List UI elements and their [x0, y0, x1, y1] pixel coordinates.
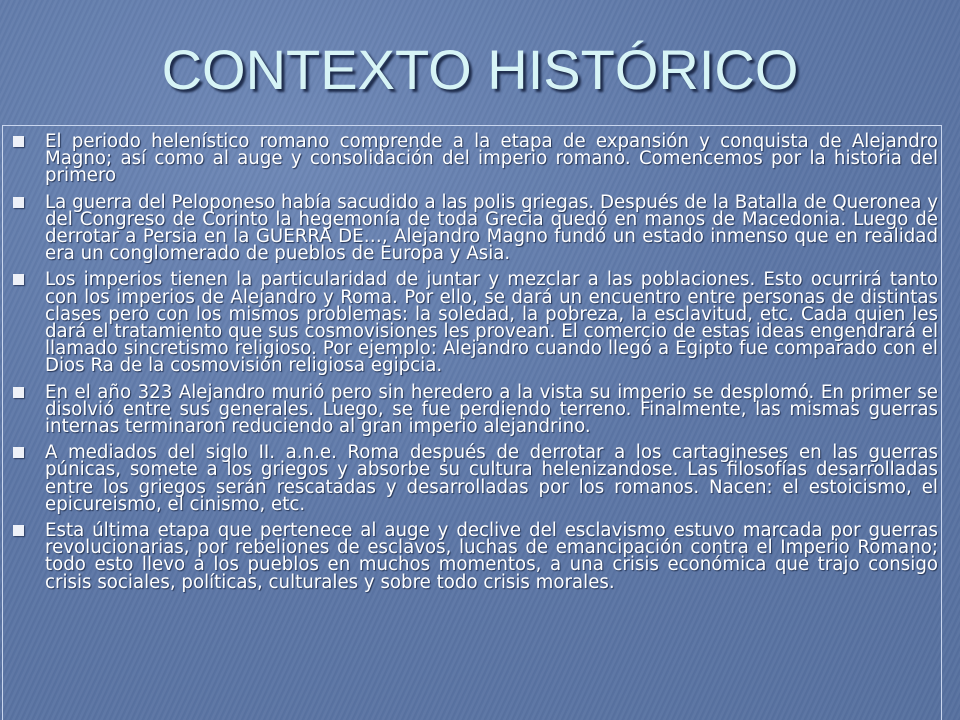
bullet-text: Esta última etapa que pertenece al auge y declive del esclavismo estuvo marcada por guerras revolucionarias, por rebeliones de esclavos, luchas de emancipación contra el Imperio Romano; todo esto llevo a los pueblos en muchos momentos, a una crisis económica que trajo consigo crisis sociales, políticas, culturales y sobre todo crisis morales. [45, 520, 938, 593]
content-box [2, 125, 942, 720]
square-bullet-icon [13, 136, 24, 147]
square-bullet-icon [13, 525, 24, 536]
square-bullet-icon [13, 274, 24, 285]
bullet-text: En el año 323 Alejandro murió pero sin heredero a la vista su imperio se desplomó. En primer se disolvió entre sus generales. Luego, se fue perdiendo terreno. Finalmente, las mismas guerras internas terminaron reduciendo al gran imperio alejandrino. [45, 381, 938, 438]
bullet-item [13, 522, 938, 591]
square-bullet-icon [13, 447, 24, 458]
slide-title: CONTEXTO HISTÓRICO [161, 38, 799, 101]
bullet-item [13, 191, 938, 265]
bullet-text: El periodo helenístico romano comprende a la etapa de expansión y conquista de Alejandro Magno; así como al auge y consolidación del imperio romano. Comencemos por la historia del primero [45, 131, 938, 187]
bullet-item [13, 444, 938, 513]
bullet-item [13, 269, 938, 377]
bullet-text: A mediados del siglo II. a.n.e. Roma después de derrotar a los cartagineses en las guerras púnicas, somete a los griegos y absorbe su cultura helenizandose. Las filosofías desarrolladas entre los griegos serán rescatadas y desarrolladas por los romanos. Nacen: el estoicismo, el epicureismo, el cinismo, etc. [45, 442, 938, 515]
bullet-list [3, 126, 941, 591]
bullet-item [13, 133, 938, 185]
square-bullet-icon [13, 197, 24, 208]
bullet-text: Los imperios tienen la particularidad de juntar y mezclar a las poblaciones. Esto ocurrirá tanto con los imperios de Alejandro y Roma. Por ello, se dará un encuentro entre personas de distintas clases pero con los mismos problemas: la soledad, la pobreza, la esclavitud, etc. Cada quien les dará el tratamiento que sus cosmovisiones les provean. El comercio de estas ideas engendrará el llamado sincretismo religioso. Por ejemplo: Alejandro cuando llegó a Egipto fue comparado con el Dios Ra de la cosmovisión religiosa egipcia. [45, 269, 938, 377]
bullet-item [13, 381, 938, 438]
square-bullet-icon [13, 387, 24, 398]
bullet-text: La guerra del Peloponeso había sacudido a las polis griegas. Después de la Batalla de Queronea y del Congreso de Corinto la hegemonía de toda Grecia quedó en manos de Macedonia. Luego de derrotar a Persia en la GUERRA DE…, Alejandro Magno fundó un estado inmenso que en realidad era un conglomerado de pueblos de Europa y Asia. [45, 191, 938, 265]
